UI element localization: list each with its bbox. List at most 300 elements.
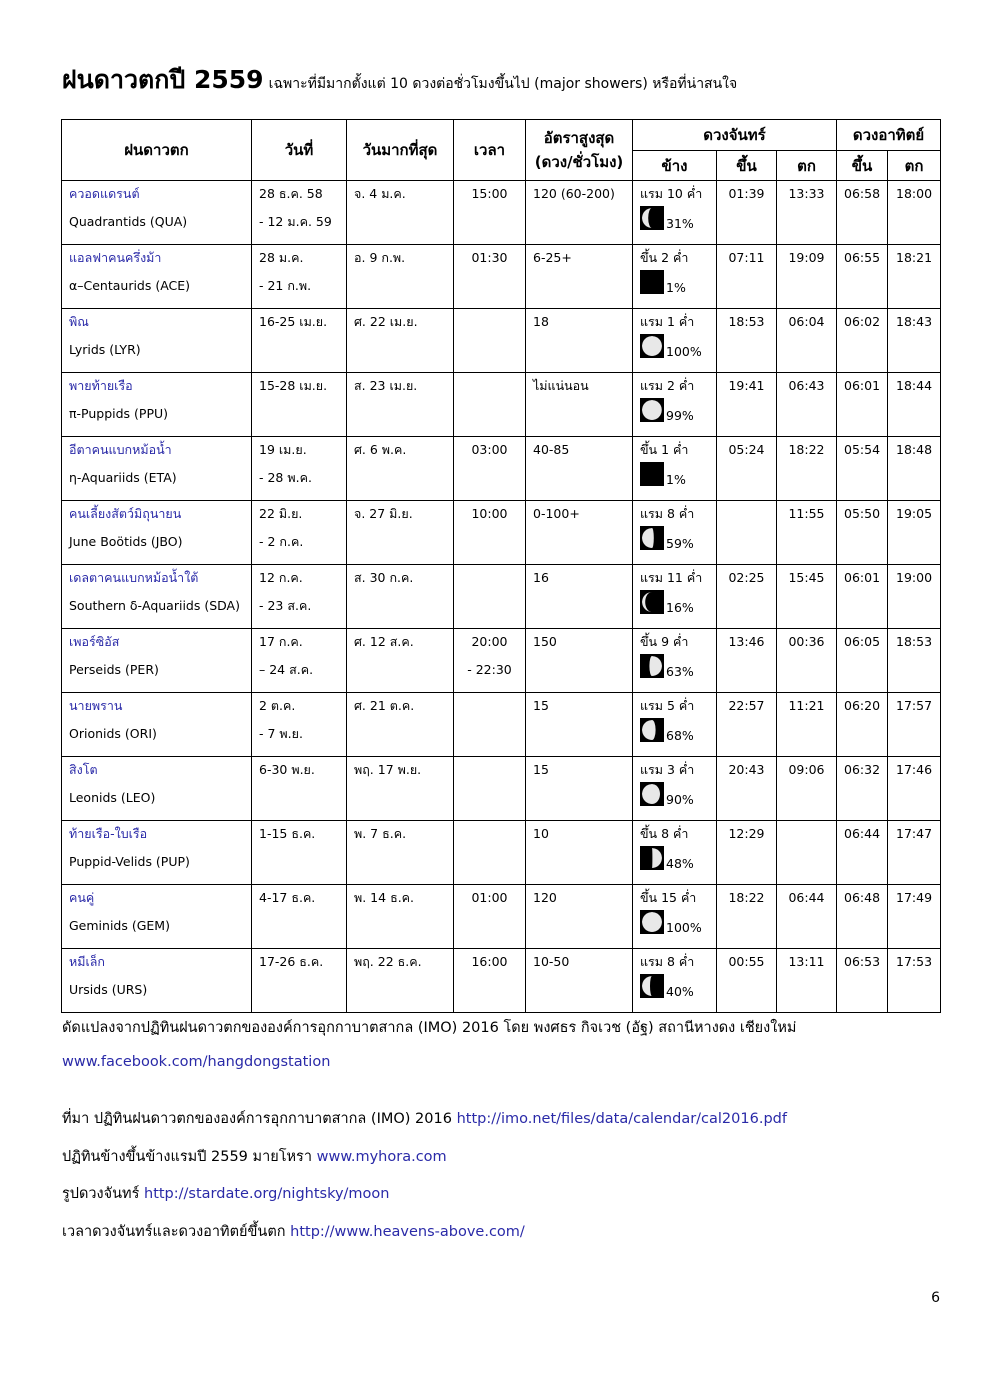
moon-phase-graphic — [640, 334, 709, 358]
cell-moon-set-time — [777, 821, 837, 885]
moon-icon — [640, 718, 664, 742]
moon-phase-label: ขึ้น 9 ค่ำ — [640, 634, 689, 649]
moon-phase-graphic — [640, 270, 709, 294]
moon-illumination — [642, 336, 662, 356]
moon-lit-area — [642, 592, 652, 612]
sun-rise-time: 06:01 — [844, 378, 881, 393]
zhr-rate: 15 — [533, 698, 549, 713]
cell-moon-phase — [633, 181, 717, 245]
shower-thai-name[interactable]: หมีเล็ก — [69, 954, 105, 969]
cell-time — [454, 437, 526, 501]
moon-set-time: 09:06 — [788, 762, 825, 777]
peak-time — [454, 181, 525, 201]
shower-names — [62, 821, 251, 869]
shower-names — [62, 373, 251, 421]
date-range — [252, 181, 346, 229]
moon-rise-time: 02:25 — [728, 570, 765, 585]
moon-set-time: 06:43 — [788, 378, 825, 393]
cell-time — [454, 885, 526, 949]
cell-sun-set-time — [888, 309, 941, 373]
header-moon-set: ตก — [777, 151, 837, 181]
peak-time — [454, 309, 525, 314]
cell-dates — [252, 501, 347, 565]
moon-phase — [633, 245, 716, 294]
cell-moon-rise-time — [717, 757, 777, 821]
moon-phase-graphic — [640, 654, 709, 678]
moon-illumination-percent: 40% — [666, 984, 694, 999]
cell-dates — [252, 629, 347, 693]
peak-date: ส. 30 ก.ค. — [354, 570, 414, 585]
cell-dates — [252, 181, 347, 245]
peak-date: ศ. 21 ต.ค. — [354, 698, 415, 713]
cell-rate — [526, 181, 633, 245]
cell-moon-phase — [633, 501, 717, 565]
peak-date: จ. 4 ม.ค. — [354, 186, 406, 201]
shower-thai-name[interactable]: สิงโต — [69, 762, 98, 777]
cell-time — [454, 373, 526, 437]
cell-peak — [347, 373, 454, 437]
time-start: 01:00 — [471, 890, 508, 905]
moon-illumination-percent: 68% — [666, 728, 694, 743]
cell-rate — [526, 245, 633, 309]
cell-moon-set-time — [777, 757, 837, 821]
source-myhora — [62, 1145, 447, 1168]
date-start: 1-15 ธ.ค. — [259, 826, 316, 841]
date-end: - 23 ส.ค. — [259, 598, 312, 613]
time-start: 20:00 — [471, 634, 508, 649]
meteor-shower-table — [61, 119, 941, 1013]
moon-icon — [640, 270, 664, 294]
cell-moon-phase — [633, 757, 717, 821]
cell-dates — [252, 757, 347, 821]
time-end: - 22:30 — [467, 662, 512, 677]
peak-date: ศ. 22 เม.ย. — [354, 314, 418, 329]
moon-set-time: 06:44 — [788, 890, 825, 905]
moon-set-time: 00:36 — [788, 634, 825, 649]
cell-moon-phase — [633, 693, 717, 757]
moon-icon — [640, 590, 664, 614]
zhr-rate: 10 — [533, 826, 549, 841]
shower-thai-name[interactable]: แอลฟาคนครึ่งม้า — [69, 250, 162, 265]
zhr-rate: 120 (60-200) — [533, 186, 615, 201]
cell-moon-set-time — [777, 949, 837, 1013]
moon-rise-time: 20:43 — [728, 762, 765, 777]
moon-rise-time: 05:24 — [728, 442, 765, 457]
cell-peak — [347, 181, 454, 245]
cell-sun-set-time — [888, 821, 941, 885]
peak-time — [454, 565, 525, 570]
cell-moon-set-time — [777, 693, 837, 757]
peak-date: ส. 23 เม.ย. — [354, 378, 418, 393]
cell-sun-set-time — [888, 885, 941, 949]
cell-moon-set-time — [777, 885, 837, 949]
moon-rise-time — [717, 501, 776, 506]
sun-set-time: 19:05 — [896, 506, 933, 521]
table-row — [62, 373, 941, 437]
cell-peak — [347, 885, 454, 949]
sun-set-time: 17:57 — [896, 698, 933, 713]
cell-peak — [347, 501, 454, 565]
date-range — [252, 565, 346, 613]
cell-moon-phase — [633, 821, 717, 885]
date-range — [252, 437, 346, 485]
cell-rate — [526, 437, 633, 501]
moon-illumination-percent: 31% — [666, 216, 694, 231]
shower-english-name: Ursids (URS) — [69, 982, 148, 997]
peak-date: ศ. 12 ส.ค. — [354, 634, 414, 649]
moon-disc — [642, 336, 662, 356]
credit-line: ดัดแปลงจากปฏิทินฝนดาวตกขององค์การอุกกาบาตสากล (IMO) 2016 โดย พงศธร กิจเวช (อัฐ) สถานีหางดง เชียงใหม่ — [62, 1020, 797, 1036]
cell-sun-set-time — [888, 565, 941, 629]
table-row — [62, 885, 941, 949]
sun-set-time: 18:00 — [896, 186, 933, 201]
cell-sun-rise-time — [837, 437, 888, 501]
shower-thai-name[interactable]: ท้ายเรือ-ใบเรือ — [69, 826, 148, 841]
moon-rise-time: 19:41 — [728, 378, 765, 393]
moon-lit-area — [642, 528, 654, 548]
moon-disc — [642, 272, 662, 292]
moon-phase — [633, 437, 716, 486]
moon-illumination-percent: 48% — [666, 856, 694, 871]
moon-illumination — [642, 528, 662, 548]
header-sun: ดวงอาทิตย์ — [837, 120, 941, 151]
cell-moon-rise-time — [717, 693, 777, 757]
cell-time — [454, 693, 526, 757]
table-row — [62, 565, 941, 629]
cell-moon-set-time — [777, 565, 837, 629]
peak-time — [454, 373, 525, 378]
moon-icon — [640, 526, 664, 550]
cell-peak — [347, 693, 454, 757]
sun-set-time: 18:48 — [896, 442, 933, 457]
moon-set-time: 18:22 — [788, 442, 825, 457]
cell-shower — [62, 181, 252, 245]
moon-illumination — [642, 848, 662, 868]
cell-moon-set-time — [777, 373, 837, 437]
shower-thai-name[interactable]: คนคู่ — [69, 890, 95, 905]
table-row — [62, 245, 941, 309]
shower-names — [62, 629, 251, 677]
moon-rise-time: 18:22 — [728, 890, 765, 905]
shower-thai-name[interactable]: ควอดแดรนต์ — [69, 186, 140, 201]
moon-icon — [640, 334, 664, 358]
header-sun-set: ตก — [888, 151, 941, 181]
moon-phase-label: ขึ้น 2 ค่ำ — [640, 250, 689, 265]
date-range — [252, 693, 346, 741]
moon-disc — [642, 400, 662, 420]
moon-rise-time: 18:53 — [728, 314, 765, 329]
moon-lit-area — [642, 976, 652, 996]
moon-icon — [640, 654, 664, 678]
moon-lit-area — [652, 848, 662, 868]
cell-sun-set-time — [888, 501, 941, 565]
source-moon-image-link[interactable]: http://stardate.org/nightsky/moon — [144, 1186, 390, 1202]
date-range — [252, 501, 346, 549]
moon-phase — [633, 821, 716, 870]
source-heavens-above-text: เวลาดวงจันทร์และดวงอาทิตย์ขึ้นตก — [62, 1224, 291, 1240]
moon-disc — [642, 912, 662, 932]
moon-illumination — [642, 656, 662, 676]
cell-moon-rise-time — [717, 245, 777, 309]
cell-sun-set-time — [888, 949, 941, 1013]
moon-illumination-percent: 16% — [666, 600, 694, 615]
moon-phase — [633, 693, 716, 742]
moon-phase — [633, 501, 716, 550]
moon-lit-area — [642, 208, 652, 228]
cell-shower — [62, 821, 252, 885]
shower-names — [62, 949, 251, 997]
moon-illumination — [642, 912, 662, 932]
date-end: - 28 พ.ค. — [259, 470, 312, 485]
moon-lit-area — [642, 784, 660, 804]
date-range — [252, 245, 346, 293]
shower-names — [62, 565, 251, 613]
shower-thai-name[interactable]: อีตาคนแบกหม้อน้ำ — [69, 442, 172, 457]
cell-sun-set-time — [888, 629, 941, 693]
cell-dates — [252, 565, 347, 629]
source-myhora-link[interactable]: www.myhora.com — [316, 1149, 447, 1165]
shower-thai-name[interactable]: พิณ — [69, 314, 89, 329]
cell-time — [454, 181, 526, 245]
sun-set-time: 19:00 — [896, 570, 933, 585]
cell-sun-set-time — [888, 437, 941, 501]
table-row — [62, 437, 941, 501]
shower-thai-name[interactable]: เพอร์ซิอัส — [69, 634, 120, 649]
cell-dates — [252, 885, 347, 949]
moon-lit-area — [649, 656, 662, 676]
moon-illumination-percent: 59% — [666, 536, 694, 551]
time-start: 15:00 — [471, 186, 508, 201]
sun-set-time: 18:43 — [896, 314, 933, 329]
source-myhora-text: ปฏิทินข้างขึ้นข้างแรมปี 2559 มายโหรา — [62, 1149, 317, 1165]
sun-rise-time: 06:53 — [844, 954, 881, 969]
peak-date: ศ. 6 พ.ค. — [354, 442, 407, 457]
sun-set-time: 17:53 — [896, 954, 933, 969]
moon-lit-area — [642, 400, 662, 420]
sun-set-time: 17:47 — [896, 826, 933, 841]
cell-rate — [526, 885, 633, 949]
moon-phase-graphic — [640, 910, 709, 934]
shower-thai-name[interactable]: เดลตาคนแบกหม้อน้ำใต้ — [69, 570, 199, 585]
cell-moon-phase — [633, 373, 717, 437]
sun-rise-time: 06:48 — [844, 890, 881, 905]
date-start: 12 ก.ค. — [259, 570, 303, 585]
moon-disc — [642, 208, 662, 228]
date-end: - 7 พ.ย. — [259, 726, 303, 741]
moon-phase — [633, 373, 716, 422]
moon-phase-graphic — [640, 398, 709, 422]
cell-shower — [62, 501, 252, 565]
moon-illumination-percent: 1% — [666, 280, 686, 295]
title-subtitle: เฉพาะที่มีมากตั้งแต่ 10 ดวงต่อชั่วโมงขึ้นไป (major showers) หรือที่น่าสนใจ — [268, 76, 738, 92]
cell-moon-set-time — [777, 629, 837, 693]
moon-rise-time: 00:55 — [728, 954, 765, 969]
cell-moon-phase — [633, 629, 717, 693]
moon-phase-graphic — [640, 526, 709, 550]
moon-illumination-percent: 1% — [666, 472, 686, 487]
moon-illumination-percent: 100% — [666, 344, 702, 359]
cell-moon-rise-time — [717, 181, 777, 245]
header-rate-line2: (ดวง/ชั่วโมง) — [534, 153, 624, 171]
page-number: 6 — [931, 1290, 940, 1306]
cell-moon-set-time — [777, 245, 837, 309]
cell-moon-rise-time — [717, 501, 777, 565]
cell-moon-set-time — [777, 437, 837, 501]
cell-shower — [62, 693, 252, 757]
moon-icon — [640, 910, 664, 934]
shower-english-name: Lyrids (LYR) — [69, 342, 141, 357]
table-row — [62, 629, 941, 693]
cell-dates — [252, 821, 347, 885]
moon-phase — [633, 757, 716, 806]
shower-thai-name[interactable]: พายท้ายเรือ — [69, 378, 133, 393]
table-row — [62, 757, 941, 821]
shower-names — [62, 245, 251, 293]
moon-illumination — [642, 208, 662, 228]
cell-time — [454, 757, 526, 821]
date-end: – 24 ส.ค. — [259, 662, 314, 677]
cell-moon-rise-time — [717, 821, 777, 885]
cell-dates — [252, 693, 347, 757]
date-range — [252, 309, 346, 329]
date-start: 17-26 ธ.ค. — [259, 954, 324, 969]
cell-sun-set-time — [888, 373, 941, 437]
zhr-rate: 6-25+ — [533, 250, 572, 265]
cell-time — [454, 629, 526, 693]
date-start: 6-30 พ.ย. — [259, 762, 315, 777]
time-start: 01:30 — [471, 250, 508, 265]
cell-dates — [252, 373, 347, 437]
moon-icon — [640, 206, 664, 230]
cell-dates — [252, 245, 347, 309]
sun-rise-time: 05:50 — [844, 506, 881, 521]
facebook-link[interactable]: www.facebook.com/hangdongstation — [62, 1054, 331, 1070]
shower-names — [62, 437, 251, 485]
date-end: - 2 ก.ค. — [259, 534, 304, 549]
moon-phase — [633, 949, 716, 998]
peak-date: พฤ. 17 พ.ย. — [354, 762, 422, 777]
table-row — [62, 309, 941, 373]
date-start: 17 ก.ค. — [259, 634, 303, 649]
cell-rate — [526, 693, 633, 757]
moon-phase — [633, 885, 716, 934]
zhr-rate: 15 — [533, 762, 549, 777]
moon-illumination-percent: 63% — [666, 664, 694, 679]
moon-set-time: 15:45 — [788, 570, 825, 585]
moon-set-time: 06:04 — [788, 314, 825, 329]
shower-thai-name[interactable]: คนเลี้ยงสัตว์มิถุนายน — [69, 506, 182, 521]
zhr-rate: 18 — [533, 314, 549, 329]
cell-shower — [62, 757, 252, 821]
moon-phase-graphic — [640, 782, 709, 806]
cell-sun-rise-time — [837, 949, 888, 1013]
cell-moon-set-time — [777, 309, 837, 373]
page-title — [62, 60, 737, 100]
peak-time — [454, 693, 525, 698]
moon-illumination — [642, 784, 662, 804]
peak-time — [454, 757, 525, 762]
cell-moon-rise-time — [717, 949, 777, 1013]
peak-time — [454, 885, 525, 905]
sun-set-time: 17:49 — [896, 890, 933, 905]
moon-phase-label: แรม 2 ค่ำ — [640, 378, 695, 393]
cell-sun-set-time — [888, 181, 941, 245]
time-start: 03:00 — [471, 442, 508, 457]
moon-rise-time: 12:29 — [728, 826, 765, 841]
sun-rise-time: 05:54 — [844, 442, 881, 457]
cell-moon-set-time — [777, 181, 837, 245]
cell-peak — [347, 437, 454, 501]
peak-date: พฤ. 22 ธ.ค. — [354, 954, 422, 969]
table-row — [62, 693, 941, 757]
moon-phase-graphic — [640, 206, 709, 230]
shower-names — [62, 757, 251, 805]
zhr-rate: 120 — [533, 890, 557, 905]
moon-illumination — [642, 720, 662, 740]
moon-disc — [642, 656, 662, 676]
moon-phase — [633, 309, 716, 358]
cell-shower — [62, 885, 252, 949]
cell-peak — [347, 245, 454, 309]
moon-disc — [642, 784, 662, 804]
cell-shower — [62, 437, 252, 501]
cell-moon-phase — [633, 309, 717, 373]
moon-phase-label: แรม 10 ค่ำ — [640, 186, 703, 201]
sun-rise-time: 06:44 — [844, 826, 881, 841]
source-heavens-above-link[interactable]: http://www.heavens-above.com/ — [290, 1224, 525, 1240]
date-end: - 12 ม.ค. 59 — [259, 214, 332, 229]
sun-set-time: 18:21 — [896, 250, 933, 265]
cell-shower — [62, 373, 252, 437]
moon-illumination — [642, 976, 662, 996]
sun-set-time: 18:53 — [896, 634, 933, 649]
cell-moon-phase — [633, 565, 717, 629]
moon-phase-label: ขึ้น 8 ค่ำ — [640, 826, 689, 841]
cell-sun-rise-time — [837, 757, 888, 821]
moon-phase-graphic — [640, 462, 709, 486]
moon-phase-label: ขึ้น 15 ค่ำ — [640, 890, 697, 905]
source-imo-text: ที่มา ปฏิทินฝนดาวตกขององค์การอุกกาบาตสากล (IMO) 2016 — [62, 1111, 457, 1127]
peak-date: จ. 27 มิ.ย. — [354, 506, 413, 521]
cell-sun-rise-time — [837, 693, 888, 757]
sun-rise-time: 06:02 — [844, 314, 881, 329]
cell-shower — [62, 565, 252, 629]
shower-english-name: Orionids (ORI) — [69, 726, 157, 741]
source-imo-link[interactable]: http://imo.net/files/data/calendar/cal2016.pdf — [456, 1111, 787, 1127]
moon-phase-label: แรม 8 ค่ำ — [640, 954, 695, 969]
sun-rise-time: 06:05 — [844, 634, 881, 649]
header-sun-rise: ขึ้น — [837, 151, 888, 181]
shower-english-name: Perseids (PER) — [69, 662, 159, 677]
cell-sun-set-time — [888, 245, 941, 309]
header-shower: ฝนดาวตก — [62, 120, 252, 181]
shower-names — [62, 501, 251, 549]
zhr-rate: 150 — [533, 634, 557, 649]
header-dates: วันที่ — [252, 120, 347, 181]
moon-phase-label: แรม 8 ค่ำ — [640, 506, 695, 521]
source-moon-image — [62, 1182, 389, 1205]
peak-time — [454, 437, 525, 457]
table-row — [62, 181, 941, 245]
cell-sun-rise-time — [837, 245, 888, 309]
moon-disc — [642, 464, 662, 484]
cell-peak — [347, 309, 454, 373]
shower-thai-name[interactable]: นายพราน — [69, 698, 123, 713]
moon-rise-time: 07:11 — [728, 250, 765, 265]
cell-moon-rise-time — [717, 565, 777, 629]
moon-phase-label: แรม 1 ค่ำ — [640, 314, 695, 329]
shower-names — [62, 885, 251, 933]
